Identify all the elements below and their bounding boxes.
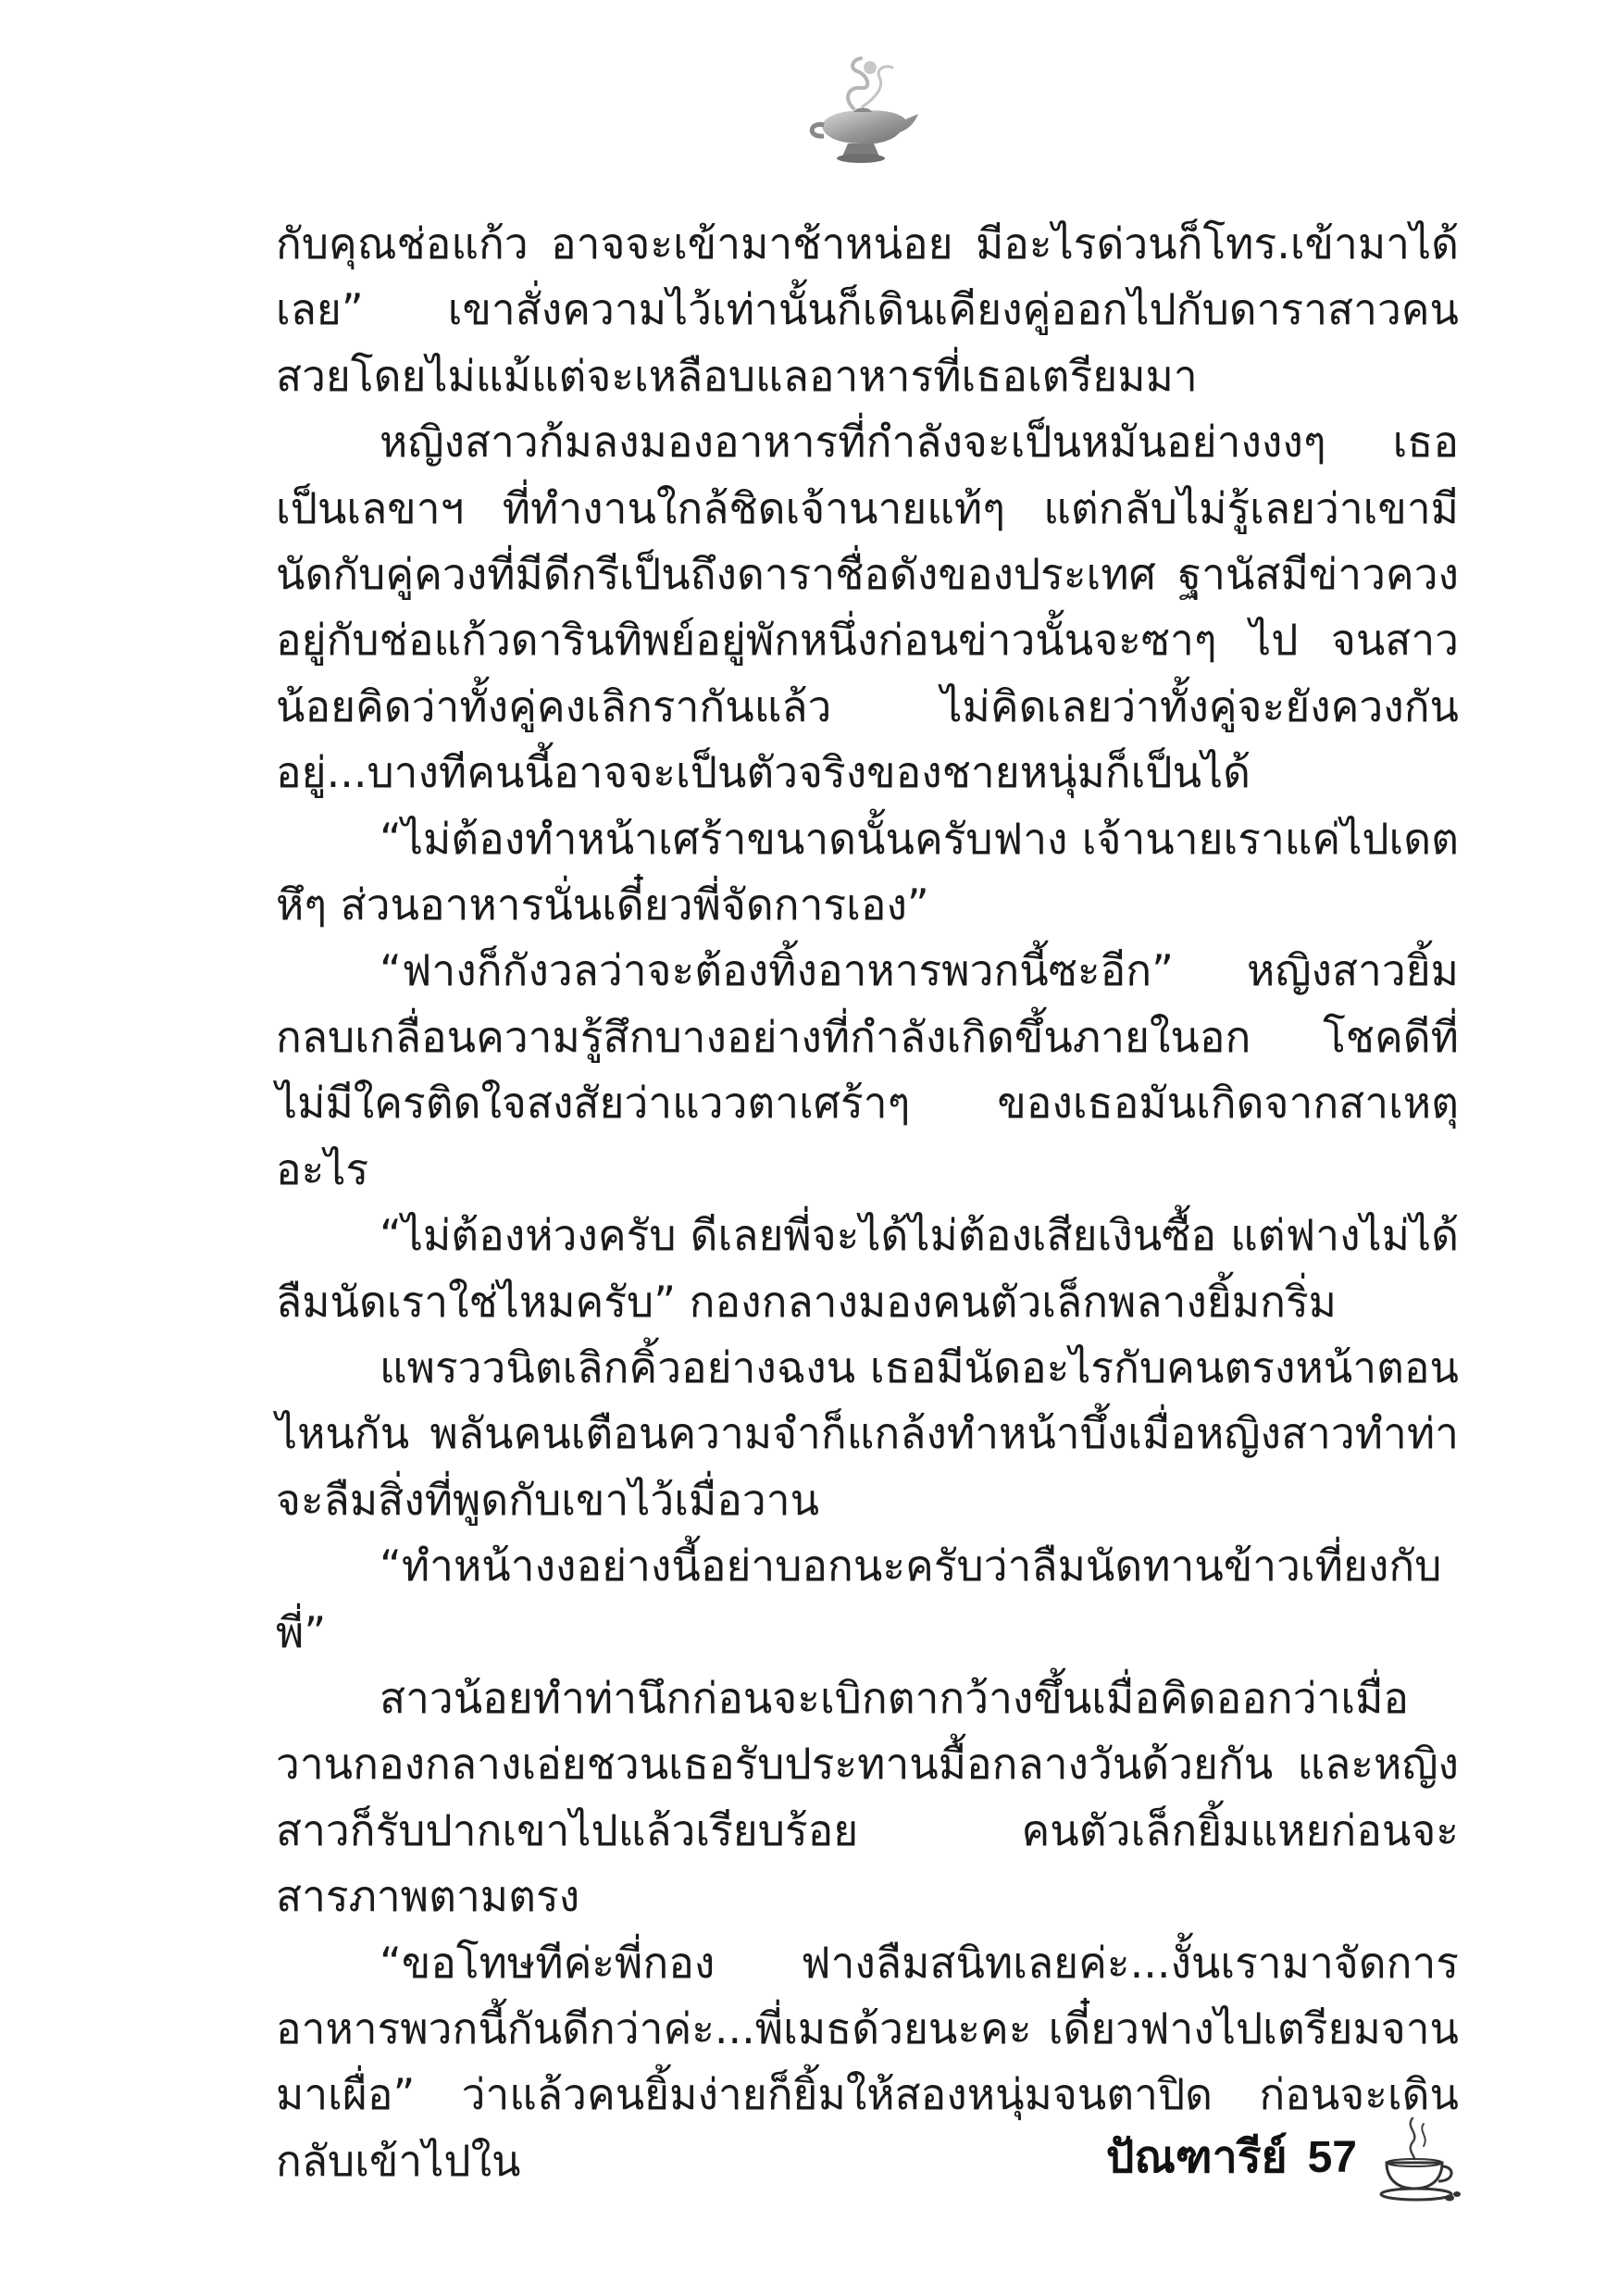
coffee-cup-icon [1377, 2111, 1461, 2203]
paragraph-4: “ฟางก็กังวลว่าจะต้องทิ้งอาหารพวกนี้ซะอีก” หญิงสาวยิ้มกลบเกลื่อนความรู้สึกบางอย่างที่กำลังเกิดขึ้นภายในอก โชคดีที่ไม่มีใครติดใจสงสัยว่าแววตาเศร้าๆ ของเธอมันเกิดจากสาเหตุอะไร [276, 945, 1459, 1194]
paragraph-9: “ขอโทษทีค่ะพี่กอง ฟางลืมสนิทเลยค่ะ...งั้นเรามาจัดการอาหารพวกนี้กันดีกว่าค่ะ...พี่เมธด้วยนะคะ เดี๋ยวฟางไปเตรียมจานมาเผื่อ” ว่าแล้วคนยิ้มง่ายก็ยิ้มให้สองหนุ่มจนตาปิด ก่อนจะเดินกลับเข้าไปใน [276, 1937, 1459, 2186]
paragraph-1: กับคุณช่อแก้ว อาจจะเข้ามาช้าหน่อย มีอะไรด่วนก็โทร.เข้ามาได้เลย” เขาสั่งความไว้เท่านั้นก็เดินเคียงคู่ออกไปกับดาราสาวคนสวยโดยไม่แม้แต่จะเหลือบแลอาหารที่เธอเตรียมมา [276, 218, 1459, 401]
author-name: ปัณฑารีย์ [1105, 2131, 1288, 2183]
paragraph-3: “ไม่ต้องทำหน้าเศร้าขนาดนั้นครับฟาง เจ้านายเราแค่ไปเดต หึๆ ส่วนอาหารนั่นเดี๋ยวพี่จัดการเอง” [276, 813, 1459, 930]
paragraph-2: หญิงสาวก้มลงมองอาหารที่กำลังจะเป็นหมันอย่างงงๆ เธอเป็นเลขาฯ ที่ทำงานใกล้ชิดเจ้านายแท้ๆ แต่กลับไม่รู้เลยว่าเขามีนัดกับคู่ควงที่มีดีกรีเป็นถึงดาราชื่อดังของประเทศ ฐานัสมีข่าวควงอยู่กับช่อแก้วดารินทิพย์อยู่พักหนึ่งก่อนข่าวนั้นจะซาๆ ไป จนสาวน้อยคิดว่าทั้งคู่คงเลิกรากันแล้ว ไม่คิดเลยว่าทั้งคู่จะยังควงกันอยู่...บางทีคนนี้อาจจะเป็นตัวจริงของชายหนุ่มก็เป็นได้ [276, 417, 1459, 798]
page-number: 57 [1307, 2132, 1357, 2182]
page-footer [1106, 2111, 1461, 2203]
paragraph-5: “ไม่ต้องห่วงครับ ดีเลยพี่จะได้ไม่ต้องเสียเงินซื้อ แต่ฟางไม่ได้ลืมนัดเราใช่ไหมครับ” กองกลางมองคนตัวเล็กพลางยิ้มกริ่ม [276, 1210, 1459, 1327]
paragraph-8: สาวน้อยทำท่านึกก่อนจะเบิกตากว้างขึ้นเมื่อคิดออกว่าเมื่อวานกองกลางเอ่ยชวนเธอรับประทานมื้อกลางวันด้วยกัน และหญิงสาวก็รับปากเขาไปแล้วเรียบร้อย คนตัวเล็กยิ้มแหยก่อนจะสารภาพตามตรง [276, 1672, 1459, 1922]
genie-lamp-icon [796, 51, 926, 171]
paragraph-7: “ทำหน้างงอย่างนี้อย่าบอกนะครับว่าลืมนัดทานข้าวเที่ยงกับพี่” [276, 1541, 1442, 1657]
paragraph-6: แพรววนิตเลิกคิ้วอย่างฉงน เธอมีนัดอะไรกับคนตรงหน้าตอนไหนกัน พลันคนเตือนความจำก็แกล้งทำหน้าบึ้งเมื่อหญิงสาวทำท่าจะลืมสิ่งที่พูดกับเขาไว้เมื่อวาน [276, 1341, 1459, 1525]
body-text [276, 211, 1459, 2194]
